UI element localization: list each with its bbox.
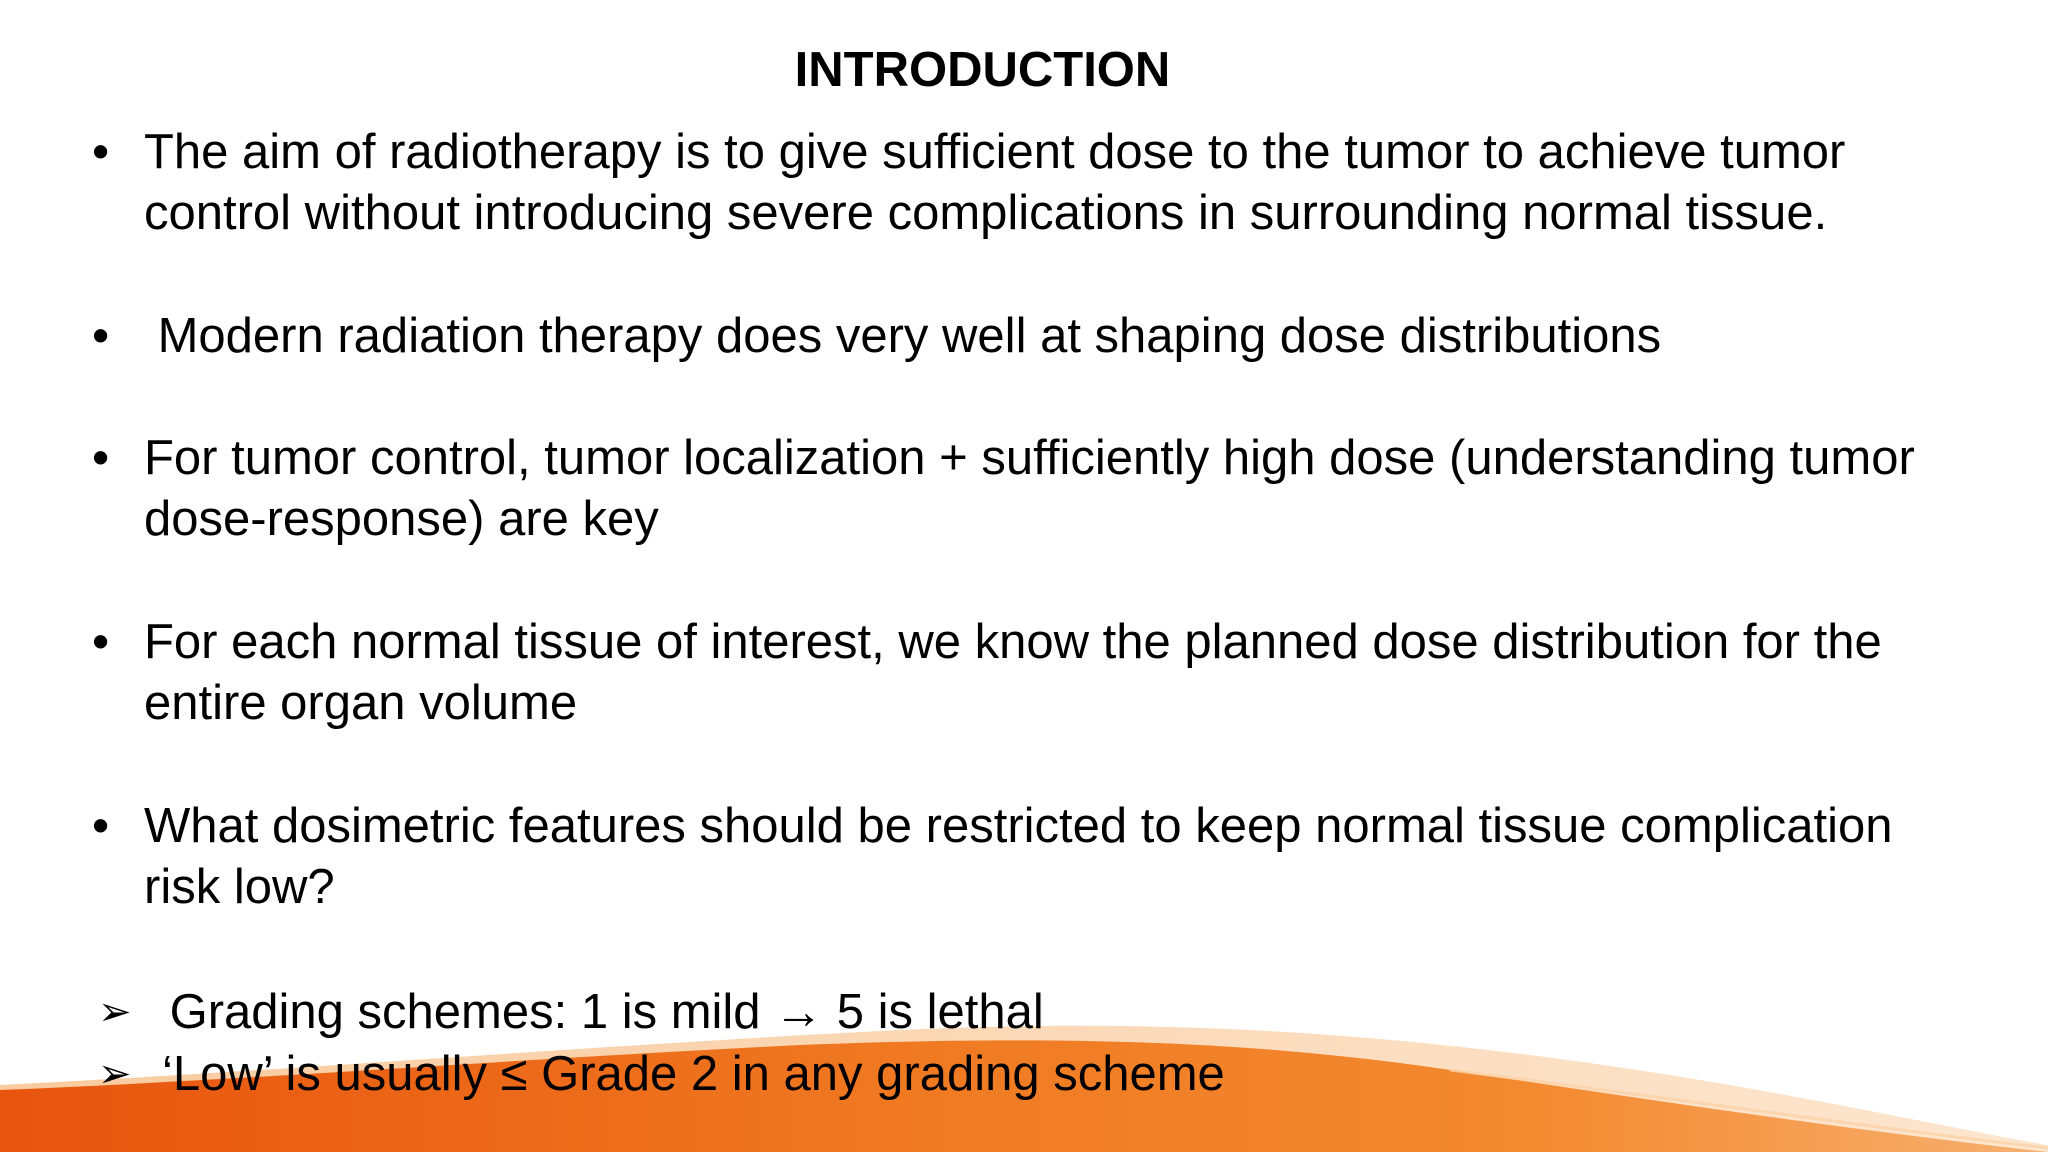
arrowhead-bullet-icon: ➢ xyxy=(98,990,132,1034)
bullet-text-line: dose-response) are key xyxy=(144,492,659,546)
bullet-icon: • xyxy=(92,615,110,669)
bullet-text-line: control without introducing severe complications in surrounding normal tissue. xyxy=(144,186,1828,240)
bullet-text-line: entire organ volume xyxy=(144,676,578,730)
slide-title: INTRODUCTION xyxy=(794,43,1171,97)
bullet-text-line: risk low? xyxy=(144,860,335,914)
bullet-icon: • xyxy=(92,431,110,485)
bullet-icon: • xyxy=(92,125,110,179)
bullet-text-line: For tumor control, tumor localization + sufficiently high dose (understanding tumor xyxy=(144,431,1915,485)
bullet-icon: • xyxy=(92,309,110,363)
arrowhead-bullet-icon: ➢ xyxy=(98,1052,132,1096)
bullet-text-line: What dosimetric features should be restricted to keep normal tissue complication xyxy=(144,799,1893,853)
arrow-item-text: Grading schemes: 1 is mild → 5 is lethal xyxy=(156,985,1044,1039)
bullet-text-line: For each normal tissue of interest, we know the planned dose distribution for the xyxy=(144,615,1882,669)
bullet-text-line: The aim of radiotherapy is to give sufficient dose to the tumor to achieve tumor xyxy=(144,125,1846,179)
arrow-item-text: ‘Low’ is usually ≤ Grade 2 in any grading scheme xyxy=(162,1047,1225,1101)
bullet-text-line: Modern radiation therapy does very well at shaping dose distributions xyxy=(144,309,1662,363)
bullet-icon: • xyxy=(92,799,110,853)
